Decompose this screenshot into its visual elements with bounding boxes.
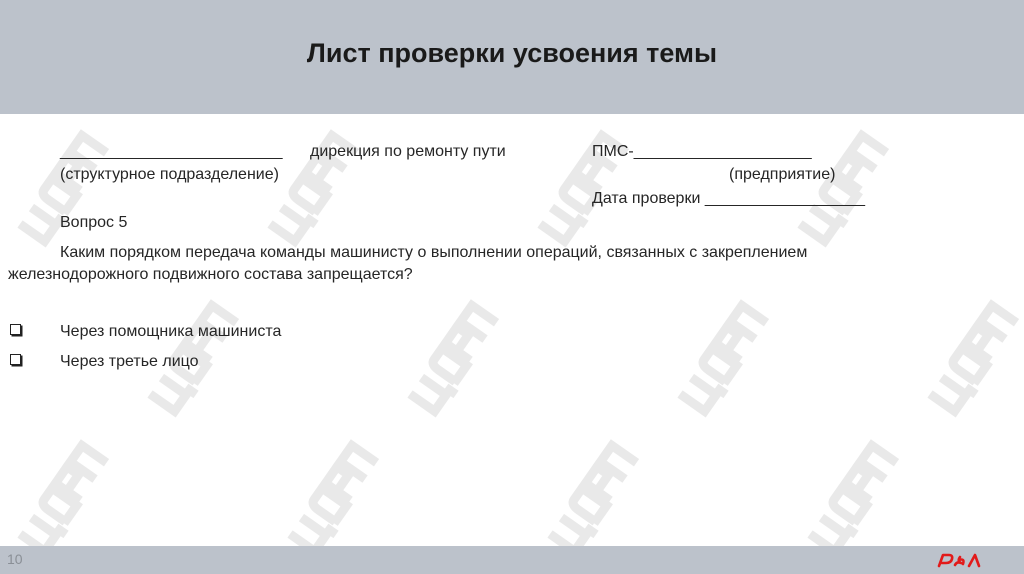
question-number: Вопрос 5	[60, 214, 128, 231]
pms-field[interactable]: ПМС-____________________	[592, 143, 812, 160]
watermark-logo	[810, 446, 903, 546]
header-bar	[0, 0, 1024, 114]
slide-title: Лист проверки усвоения темы	[306, 38, 718, 68]
page-number: 10	[7, 551, 23, 567]
structural-unit-blank[interactable]: _________________________	[60, 143, 283, 160]
watermark-logo	[20, 446, 113, 546]
enterprise-caption: (предприятие)	[729, 166, 836, 183]
watermark-logo	[550, 446, 643, 546]
footer-bar	[0, 546, 1024, 574]
question-text-line-2: железнодорожного подвижного состава запрещается?	[8, 266, 413, 283]
question-text-line-1: Каким порядком передача команды машинисту о выполнении операций, связанных с закреплением	[60, 244, 808, 261]
watermark-logo	[930, 306, 1023, 416]
directorate-label: дирекция по ремонту пути	[310, 143, 506, 160]
watermark-logo	[680, 306, 773, 416]
checkbox-icon[interactable]	[10, 324, 21, 335]
answer-label: Через помощника машиниста	[60, 323, 282, 340]
answer-label: Через третье лицо	[60, 353, 199, 370]
checkbox-icon[interactable]	[10, 354, 21, 365]
watermark-logo	[410, 306, 503, 416]
check-date-field[interactable]: Дата проверки __________________	[592, 190, 866, 207]
structural-unit-caption: (структурное подразделение)	[60, 166, 279, 183]
rzd-logo-icon	[935, 551, 987, 569]
watermark-logo	[290, 446, 383, 546]
